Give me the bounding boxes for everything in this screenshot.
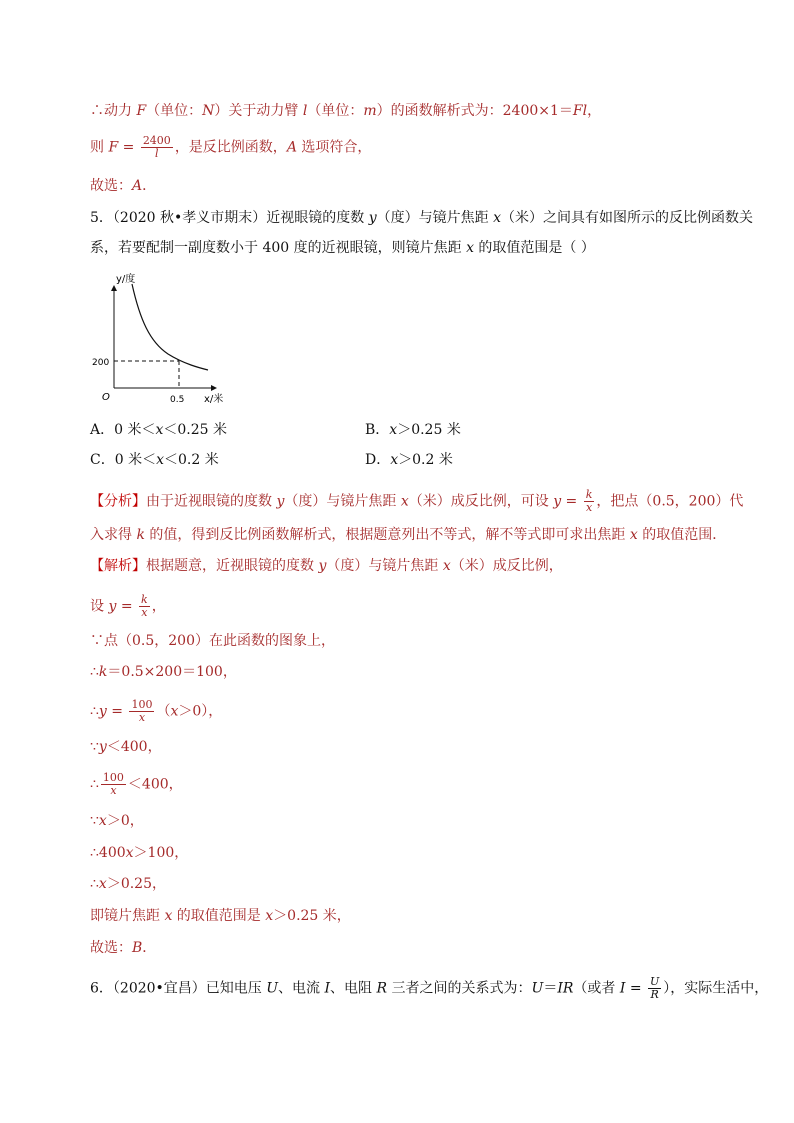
text: 的值，得到反比例函数解析式，根据题意列出不等式，解不等式即可求出焦距 [144,527,630,543]
var-x: x [466,240,474,256]
text: 三者之间的关系式为： [387,980,532,997]
text: ＞0.25 米， [273,908,351,924]
solution-line-9 [90,843,188,863]
var-y: y [368,210,377,226]
text: （度）与镜片焦距 [284,493,401,510]
var-I: I [619,980,626,997]
text: 设 [90,598,109,615]
text: ，是反比例函数， [174,139,287,156]
option-label: B． [365,422,390,438]
var-x: x [125,845,134,861]
var-x: x [493,210,501,226]
analysis-tag: 【分析】 [90,493,146,510]
prev-line-3 [90,176,156,196]
text: ＞100， [133,845,189,861]
text: （单位： [146,103,203,119]
inverse-curve [132,284,208,370]
q6-stem-line-1 [90,976,768,1001]
denominator: l [155,147,159,160]
var-y: y [318,558,327,574]
text: 6．（2020•宜昌）已知电压 [90,980,267,997]
option-text: ＜0.25 米 [163,422,227,438]
solution-line-12 [90,938,156,958]
text: 、电流 [278,980,325,997]
numerator: 2400 [142,134,171,147]
text: （米）成反比例，可设 [408,493,554,510]
fraction-2400-over-l [141,135,173,160]
var-U: U [266,980,279,997]
text: ∵ [90,739,99,755]
var-y: y [98,739,107,755]
equals: = [116,598,138,615]
text: ＞0， [106,813,144,829]
solution-line-1 [90,556,563,576]
text: ＞0）， [178,703,223,720]
text: ＜400， [127,776,183,793]
text: ）关于动力臂 [214,103,303,119]
var-x: x [265,908,274,924]
text: 故选： [90,178,132,194]
var-y: y [276,493,285,510]
option-text: ＜0.2 米 [163,452,219,468]
text: ）的函数解析式为：2400×1＝ [376,103,573,119]
solution-tag: 【解析】 [90,558,146,574]
text: ＝0.5×200＝100， [107,664,237,680]
text: 则 [90,139,109,156]
numerator: k [141,593,148,606]
var-l: l [302,103,308,119]
text: 入求得 [90,527,137,543]
var-U: U [531,980,544,997]
var-y: y [553,493,562,510]
option-b[interactable] [365,420,461,440]
text: （度）与镜片焦距 [326,558,443,574]
text: 、电阻 [330,980,377,997]
option-c[interactable] [90,450,219,470]
text: ＝ [543,980,558,997]
analysis-line-2 [90,525,726,545]
text: ，把点（0.5，200）代 [596,493,744,510]
unit-m: m [363,103,377,119]
text: ， [151,598,166,615]
solution-line-8 [90,811,144,831]
text: （或者 [573,980,620,997]
var-x: x [170,703,179,720]
y-tick-200: 200 [92,358,110,368]
text: 的取值范围． [637,527,727,543]
solution-line-5 [90,699,222,724]
text: ∴动力 [90,103,137,119]
text: ． [142,940,157,956]
equals: = [106,703,128,720]
text: ∴ [90,664,99,680]
denominator: x [110,784,117,797]
text: （ [156,703,171,720]
var-I: I [324,980,331,997]
option-text: ＞0.2 米 [398,452,453,468]
option-text: ＞0.25 米 [397,422,461,438]
fraction-100-over-x [101,772,126,797]
var-x: x [155,422,164,438]
q5-stem-line-2 [90,238,595,258]
var-k: k [136,527,145,543]
var-x: x [156,452,164,468]
text: （单位： [307,103,364,119]
solution-line-10 [90,874,166,894]
q5-graph [88,270,248,410]
denominator: x [138,711,146,724]
denominator: x [141,606,148,619]
var-y: y [98,703,107,720]
var-x: x [629,527,638,543]
text: ． [142,178,157,194]
solution-line-4 [90,662,237,682]
var-x: x [98,876,107,892]
q5-stem-line-1 [90,208,753,228]
var-x: x [98,813,107,829]
solution-line-6 [90,737,162,757]
option-label: A．0 米＜ [90,422,156,438]
text: ＞0.25， [106,876,166,892]
unit-N: N [202,103,215,119]
y-label: y/度 [116,274,136,285]
text: ∵点（0.5，200）在此函数的图象上， [90,633,335,649]
option-d[interactable] [365,450,453,470]
text: 的取值范围是 [172,908,266,924]
text: 选项符合， [296,139,372,156]
option-label: C．0 米＜ [90,452,157,468]
denominator: x [585,501,593,514]
var-F: F [136,103,147,119]
equals: = [561,493,582,510]
text: 即镜片焦距 [90,908,165,924]
analysis-line-1 [90,489,743,514]
text: 系，若要配制一副度数小于 400 度的近视眼镜，则镜片焦距 [90,240,467,256]
text: 的取值范围是（ ） [473,240,595,256]
text: （米）成反比例， [450,558,563,574]
fraction-k-over-x [584,489,595,514]
equals: = [625,980,647,997]
numerator: 100 [131,698,153,711]
expr-Fl: Fl [572,103,588,119]
numerator: k [585,488,593,501]
text: （度）与镜片焦距 [376,210,494,226]
var-R: R [376,980,388,997]
text: ∴ [90,776,99,793]
answer-A: A [132,178,143,194]
equals: = [118,139,139,156]
var-x: x [389,422,398,438]
text: ∵ [90,813,99,829]
var-x: x [390,452,399,468]
var-x: x [400,493,409,510]
var-x: x [164,908,173,924]
text: 由于近视眼镜的度数 [146,493,277,510]
text: ∴400 [90,845,126,861]
fraction-U-over-R [648,976,661,1001]
solution-line-3 [90,631,335,651]
prev-line-2 [90,135,371,160]
var-F: F [108,139,119,156]
text: ），实际生活中， [663,980,769,997]
option-a[interactable] [90,420,227,440]
numerator: 100 [102,771,124,784]
text: （米）之间具有如图所示的反比例函数关 [500,210,753,226]
text: 5．（2020 秋•孝义市期末）近视眼镜的度数 [90,210,369,226]
option-label: D． [365,452,391,468]
denominator: R [650,988,659,1001]
numerator: U [650,975,660,988]
text: 根据题意，近视眼镜的度数 [146,558,319,574]
solution-line-11 [90,906,351,926]
text: 故选： [90,940,132,956]
answer-B: B [132,940,143,956]
option-A: A [286,139,297,156]
fraction-k-over-x [139,594,150,619]
text: ∴ [90,876,99,892]
text: ∴ [90,703,99,720]
var-y: y [108,598,117,615]
origin-label: O [102,392,110,403]
var-k: k [98,664,108,680]
fraction-100-over-x [129,699,154,724]
x-tick-0-5: 0.5 [170,395,185,405]
text: ， [587,103,602,119]
expr-IR: IR [557,980,574,997]
var-x: x [442,558,451,574]
prev-line-1 [90,101,601,121]
solution-line-2 [90,594,166,619]
x-label: x/米 [204,394,224,405]
solution-line-7 [90,772,183,797]
text: ＜400， [106,739,162,755]
